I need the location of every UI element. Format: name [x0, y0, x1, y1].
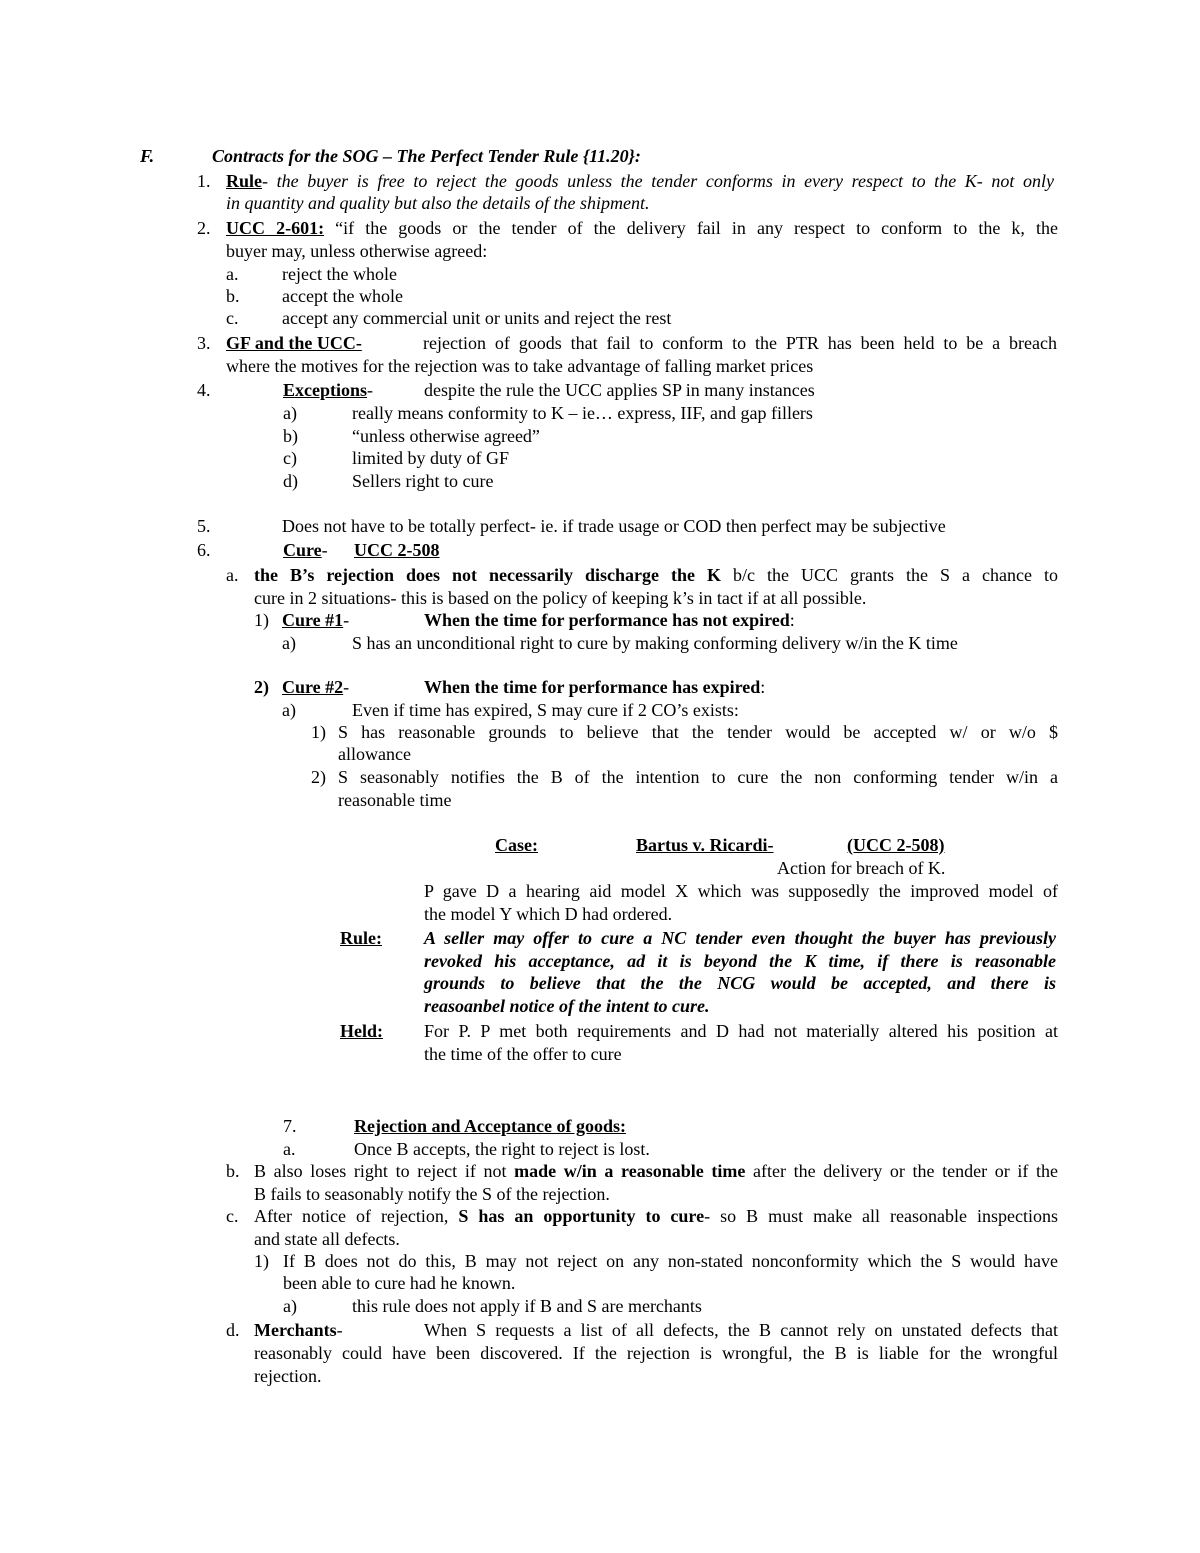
- item-2-text: “if the goods or the tender of the delivery fail in any respect to conform to the k, the: [324, 218, 1058, 238]
- case-facts-line-1: P gave D a hearing aid model X which was supposedly the improved model of: [424, 881, 1058, 901]
- case-rule-line-1: A seller may offer to cure a NC tender even thought the buyer has previously: [424, 928, 1056, 948]
- item-4-dash: -: [367, 380, 374, 400]
- item-2-heading: UCC 2-601:: [226, 218, 325, 238]
- item-4-sub-c-marker: c): [283, 448, 297, 468]
- case-rule-line-3: grounds to believe that the the NCG would be accepted, and there is: [424, 973, 1056, 993]
- item-6-heading-line: [283, 539, 328, 561]
- item-7-b-marker: b.: [226, 1161, 240, 1181]
- item-4-text: despite the rule the UCC applies SP in many instances: [424, 380, 815, 400]
- item-4-sub-a-text: really means conformity to K – ie… express, IIF, and gap fillers: [352, 403, 813, 423]
- cure-2-title: When the time for performance has expired: [424, 677, 761, 697]
- item-7-c-post: - so B must make all reasonable inspections: [704, 1206, 1058, 1226]
- item-7-b-post: after the delivery or the tender or if the: [745, 1161, 1058, 1181]
- cure-2-cond-2-marker: 2): [311, 767, 326, 787]
- item-7-c-marker: c.: [226, 1206, 239, 1226]
- item-4-sub-c-text: limited by duty of GF: [352, 448, 509, 468]
- item-5-text: Does not have to be totally perfect- ie. if trade usage or COD then perfect may be subjective: [282, 516, 946, 536]
- case-ucc-ref: (UCC 2-508): [847, 835, 945, 855]
- cure-2-cond-1-line-2: allowance: [338, 744, 411, 764]
- case-rule-label: Rule:: [340, 928, 382, 948]
- item-7-number: 7.: [283, 1116, 297, 1136]
- item-7-c1-line-1: If B does not do this, B may not reject on any non-stated nonconformity which the S would have: [283, 1251, 1058, 1271]
- item-1-line-1: [226, 170, 1054, 192]
- item-7-c-pre: After notice of rejection,: [254, 1206, 459, 1226]
- cure-2-dash: -: [343, 677, 350, 697]
- item-7-b-line-1: [254, 1160, 1058, 1182]
- item-6-dash: -: [321, 540, 328, 560]
- item-6-a-marker: a.: [226, 565, 239, 585]
- item-2-line-2: buyer may, unless otherwise agreed:: [226, 241, 488, 261]
- case-rule-line-2: revoked his acceptance, ad it is beyond the K time, if there is reasonable: [424, 951, 1056, 971]
- item-7-d-dash: -: [336, 1320, 343, 1340]
- cure-1-title: When the time for performance has not expired: [424, 610, 790, 630]
- item-4-sub-d-text: Sellers right to cure: [352, 471, 494, 491]
- item-7-c-line-2: and state all defects.: [254, 1229, 400, 1249]
- cure-2-cond-2-line-1: S seasonably notifies the B of the intention to cure the non conforming tender w/in a: [338, 767, 1058, 787]
- item-4-sub-b-text: “unless otherwise agreed”: [352, 426, 540, 446]
- cure-2-heading-line: [282, 676, 349, 698]
- cure-1-colon: :: [789, 610, 795, 630]
- item-1-line-2: in quantity and quality but also the details of the shipment.: [226, 193, 650, 213]
- item-4-sub-d-marker: d): [283, 471, 298, 491]
- cure-1-number: 1): [254, 610, 269, 630]
- cure-2-heading: Cure #2: [282, 677, 344, 697]
- cure-2-title-line: [424, 676, 765, 698]
- item-6-heading: Cure: [283, 540, 322, 560]
- item-5-number: 5.: [197, 516, 211, 536]
- case-held-label: Held:: [340, 1021, 383, 1041]
- item-7-d-heading: Merchants: [254, 1320, 337, 1340]
- item-7-heading: Rejection and Acceptance of goods:: [354, 1116, 626, 1136]
- cure-1-title-line: [424, 609, 795, 631]
- item-2-sub-b-text: accept the whole: [282, 286, 403, 306]
- item-7-b-pre: B also loses right to reject if not: [254, 1161, 515, 1181]
- item-7-c1a-marker: a): [283, 1296, 297, 1316]
- cure-1-sub-marker: a): [282, 633, 296, 653]
- item-6-a-line-2: cure in 2 situations- this is based on the policy of keeping k’s in tact if at all possible.: [254, 588, 867, 608]
- item-1-number: 1.: [197, 171, 211, 191]
- item-7-c-bold: S has an opportunity to cure: [458, 1206, 705, 1226]
- item-3-line-1: rejection of goods that fail to conform to the PTR has been held to be a breach: [423, 333, 1057, 353]
- item-4-sub-b-marker: b): [283, 426, 298, 446]
- item-3-heading: GF and the UCC-: [226, 333, 362, 353]
- cure-2-cond-2-line-2: reasonable time: [338, 790, 452, 810]
- item-7-a-marker: a.: [283, 1139, 296, 1159]
- item-7-c1a-text: this rule does not apply if B and S are merchants: [352, 1296, 702, 1316]
- cure-1-heading-line: [282, 609, 349, 631]
- case-facts-line-2: the model Y which D had ordered.: [424, 904, 673, 924]
- item-7-d-line-2: reasonably could have been discovered. If the rejection is wrongful, the B is liable for the wrongful: [254, 1343, 1058, 1363]
- item-6-number: 6.: [197, 540, 211, 560]
- item-2-sub-a-marker: a.: [226, 264, 239, 284]
- item-2-sub-b-marker: b.: [226, 286, 240, 306]
- item-4-heading-line: [283, 379, 373, 401]
- item-6-a-bold: the B’s rejection does not necessarily discharge the K: [254, 565, 721, 585]
- cure-1-heading: Cure #1: [282, 610, 344, 630]
- item-3-number: 3.: [197, 333, 211, 353]
- item-7-c1-marker: 1): [254, 1251, 269, 1271]
- item-6-a-text: b/c the UCC grants the S a chance to: [721, 565, 1058, 585]
- item-4-heading: Exceptions: [283, 380, 368, 400]
- section-marker: F.: [140, 146, 155, 166]
- item-2-sub-c-marker: c.: [226, 308, 239, 328]
- cure-2-colon: :: [760, 677, 766, 697]
- item-7-b-line-2: B fails to seasonably notify the S of the rejection.: [254, 1184, 610, 1204]
- item-2-line-1: [226, 217, 1058, 239]
- cure-2-cond-1-marker: 1): [311, 722, 326, 742]
- cure-2-sub-text: Even if time has expired, S may cure if 2 CO’s exists:: [352, 700, 739, 720]
- cure-1-sub-text: S has an unconditional right to cure by making conforming delivery w/in the K time: [352, 633, 958, 653]
- item-7-a-text: Once B accepts, the right to reject is lost.: [354, 1139, 650, 1159]
- item-7-d-line-1: When S requests a list of all defects, the B cannot rely on unstated defects that: [424, 1320, 1058, 1340]
- case-held-line-1: For P. P met both requirements and D had not materially altered his position at: [424, 1021, 1058, 1041]
- item-2-sub-c-text: accept any commercial unit or units and reject the rest: [282, 308, 672, 328]
- item-4-sub-a-marker: a): [283, 403, 297, 423]
- item-2-number: 2.: [197, 218, 211, 238]
- case-name: Bartus v. Ricardi-: [636, 835, 774, 855]
- cure-1-dash: -: [343, 610, 350, 630]
- case-label: Case:: [495, 835, 538, 855]
- item-1-heading: Rule: [226, 171, 262, 191]
- cure-2-sub-marker: a): [282, 700, 296, 720]
- item-7-c1-line-2: been able to cure had he known.: [283, 1273, 516, 1293]
- section-title: Contracts for the SOG – The Perfect Tender Rule {11.20}:: [212, 146, 641, 166]
- item-7-c-line-1: [254, 1205, 1058, 1227]
- item-6-ucc-ref: UCC 2-508: [354, 540, 440, 560]
- item-7-d-marker: d.: [226, 1320, 240, 1340]
- case-rule-line-4: reasoanbel notice of the intent to cure.: [424, 996, 710, 1016]
- item-7-d-line-3: rejection.: [254, 1366, 322, 1386]
- item-4-number: 4.: [197, 380, 211, 400]
- item-6-a-line-1: [254, 564, 1058, 586]
- item-7-b-bold: made w/in a reasonable time: [514, 1161, 746, 1181]
- case-action: Action for breach of K.: [777, 858, 946, 878]
- item-7-d-heading-line: [254, 1319, 343, 1341]
- case-held-line-2: the time of the offer to cure: [424, 1044, 622, 1064]
- item-2-sub-a-text: reject the whole: [282, 264, 397, 284]
- item-1-text: - the buyer is free to reject the goods unless the tender conforms in every respect to the K- not only: [262, 171, 1054, 191]
- cure-2-number: 2): [254, 677, 269, 697]
- item-3-line-2: where the motives for the rejection was to take advantage of falling market prices: [226, 356, 814, 376]
- cure-2-cond-1-line-1: S has reasonable grounds to believe that the tender would be accepted w/ or w/o $: [338, 722, 1058, 742]
